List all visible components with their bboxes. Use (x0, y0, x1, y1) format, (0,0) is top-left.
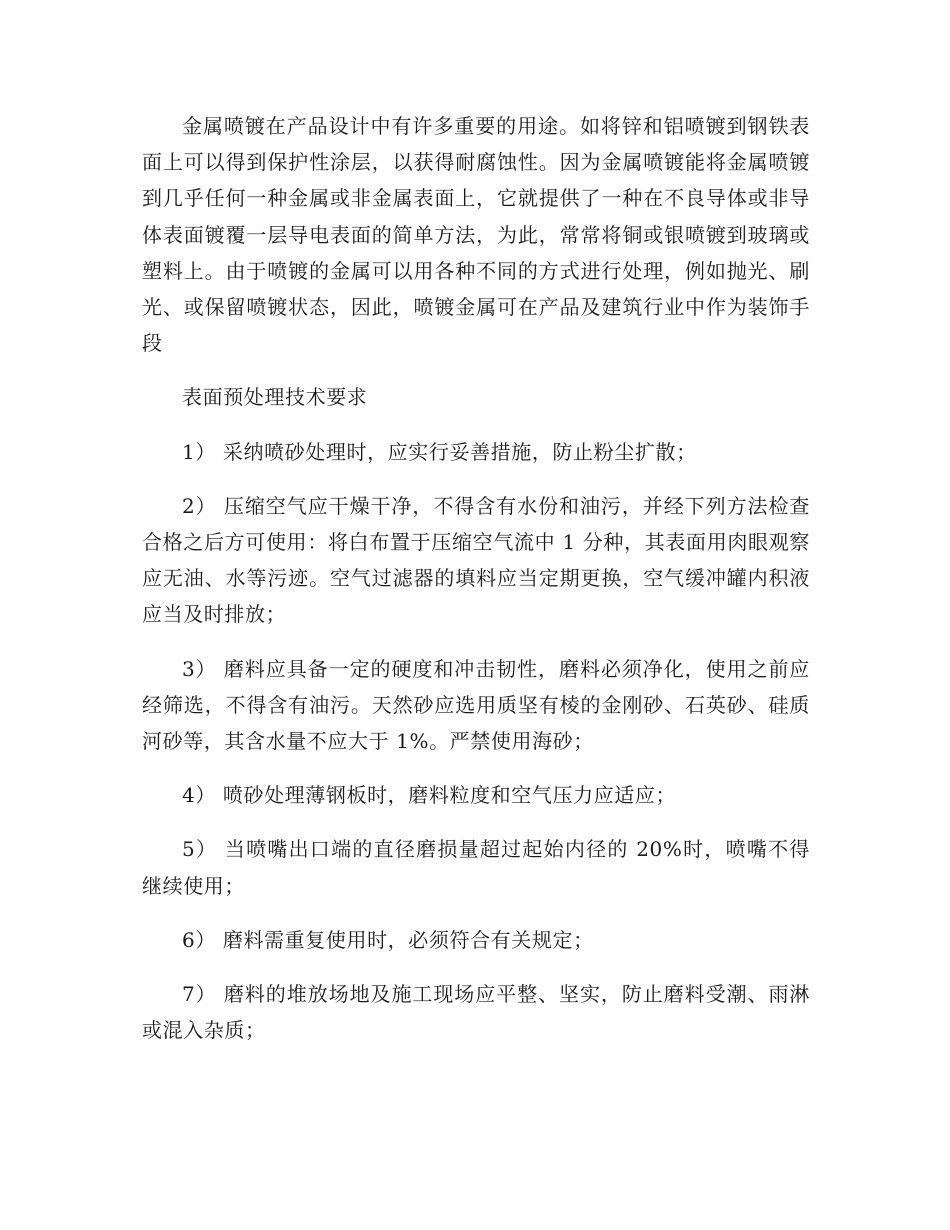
requirement-item-6: 6） 磨料需重复使用时，必须符合有关规定； (182, 927, 594, 952)
requirement-item-5: 5） 当喷嘴出口端的直径磨损量超过起始内径的 20%时，喷嘴不得继续使用； (142, 837, 810, 898)
section-heading: 表面预处理技术要求 (182, 385, 368, 410)
intro-paragraph: 金属喷镀在产品设计中有许多重要的用途。如将锌和铝喷镀到钢铁表面上可以得到保护性涂层，以获得耐腐蚀性。因为金属喷镀能将金属喷镀到几乎任何一种金属或非金属表面上，它就提供了一种在不良导体或非导体表面镀覆一层导电表面的简单方法，为此，常常将铜或银喷镀到玻璃或塑料上。由于喷镀的金属可以用各种不同的方式进行处理，例如抛光、刷光、或保留喷镀状态，因此，喷镀金属可在产品及建筑行业中作为装饰手段 (142, 114, 810, 356)
requirement-item-1: 1） 采纳喷砂处理时，应实行妥善措施，防止粉尘扩散； (182, 439, 697, 464)
requirement-item-2: 2） 压缩空气应干燥干净，不得含有水份和油污，并经下列方法检查合格之后方可使用：将白布置于压缩空气流中 1 分种，其表面用肉眼观察应无油、水等污迹。空气过滤器的填料应当定期更换，空气缓冲罐内积液应当及时排放； (142, 493, 810, 627)
requirement-item-4: 4） 喷砂处理薄钢板时，磨料粒度和空气压力应适应； (182, 783, 677, 808)
requirement-item-7: 7） 磨料的堆放场地及施工现场应平整、坚实，防止磨料受潮、雨淋或混入杂质； (142, 982, 810, 1043)
document-body (142, 108, 810, 1066)
requirement-item-3: 3） 磨料应具备一定的硬度和冲击韧性，磨料必须净化，使用之前应经筛选，不得含有油污。天然砂应选用质坚有棱的金刚砂、石英砂、硅质河砂等，其含水量不应大于 1%。严禁使用海砂； (142, 656, 810, 754)
